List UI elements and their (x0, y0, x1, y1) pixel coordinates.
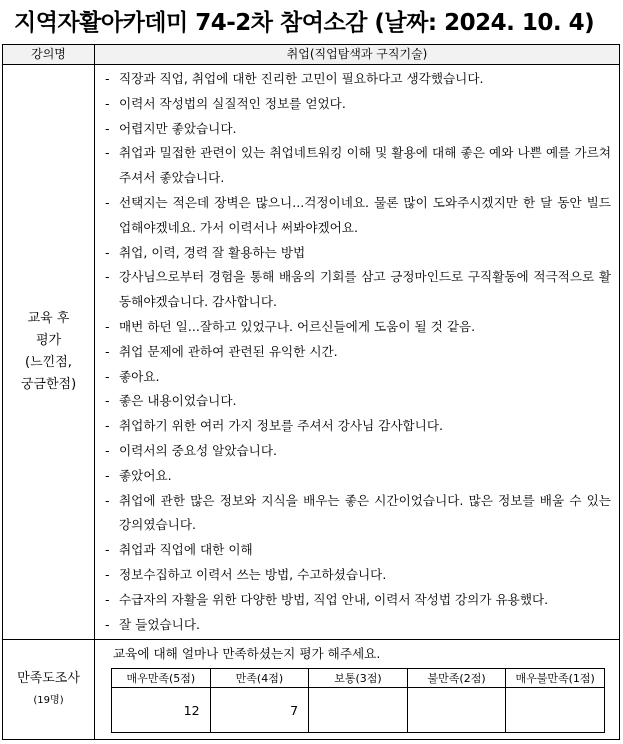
comment-item: - 취업 문제에 관하여 관련된 유익한 시간. (103, 340, 611, 365)
comment-item: - 취업, 이력, 경력 잘 활용하는 방법 (103, 241, 611, 266)
comment-item: - 좋았어요. (103, 464, 611, 489)
ratings-table (111, 668, 605, 733)
comment-item: - 어렵지만 좋았습니다. (103, 117, 611, 142)
ratings-value-row (112, 688, 605, 733)
rating-value (309, 688, 408, 733)
comment-item: - 좋은 내용이었습니다. (103, 389, 611, 414)
evaluation-label (3, 65, 95, 640)
rating-header: 매우불만족(1점) (506, 669, 605, 688)
lecture-title: 취업(직업탐색과 구직기술) (95, 45, 620, 65)
comment-item: - 취업에 관한 많은 정보와 지식을 배우는 좋은 시간이었습니다. 많은 정보를 배울 수 있는 강의였습니다. (103, 489, 611, 539)
page-title: 지역자활아카데미 74-2차 참여소감 (날짜: 2024. 10. 4) (14, 10, 595, 36)
comment-list (95, 65, 619, 639)
survey-question: 교육에 대해 얼마나 만족하셨는지 평가 해주세요. (113, 646, 381, 662)
ratings-header-row (112, 669, 605, 688)
rating-value: 12 (112, 688, 211, 733)
rating-header: 만족(4점) (210, 669, 309, 688)
rating-header: 매우만족(5점) (112, 669, 211, 688)
comments-cell (95, 65, 620, 640)
comment-item: - 잘 들었습니다. (103, 613, 611, 638)
rating-header: 보통(3점) (309, 669, 408, 688)
evaluation-label-line: 궁금한점) (20, 377, 77, 393)
comment-item: - 이력서의 중요성 알았습니다. (103, 439, 611, 464)
comment-item: - 취업과 직업에 대한 이해 (103, 538, 611, 563)
evaluation-label-line: 교육 후 (27, 311, 70, 327)
comment-item: - 취업하기 위한 여러 가지 정보를 주셔서 강사님 감사합니다. (103, 414, 611, 439)
comment-item: - 취업과 밀접한 관련이 있는 취업네트워킹 이해 및 활용에 대해 좋은 예와 나쁜 예를 가르쳐주셔서 좋았습니다. (103, 141, 611, 191)
rating-value: 7 (210, 688, 309, 733)
rating-value (506, 688, 605, 733)
survey-label-cell (3, 640, 95, 740)
survey-cell (95, 640, 620, 740)
comment-item: - 이력서 작성법의 실질적인 정보를 얻었다. (103, 92, 611, 117)
evaluation-table (2, 44, 620, 740)
evaluation-label-line: 평가 (35, 333, 62, 349)
survey-label: 만족도조사 (17, 670, 80, 686)
rating-header: 불만족(2점) (407, 669, 506, 688)
comment-item: - 수급자의 자활을 위한 다양한 방법, 직업 안내, 이력서 작성법 강의가 유용했다. (103, 588, 611, 613)
lecture-label: 강의명 (3, 45, 95, 65)
survey-row (3, 640, 620, 740)
comment-item: - 매번 하던 일...잘하고 있었구나. 어르신들에게 도움이 될 것 같음. (103, 315, 611, 340)
comment-item: - 좋아요. (103, 365, 611, 390)
evaluation-label-line: (느낀점, (25, 355, 72, 371)
rating-value (407, 688, 506, 733)
comment-item: - 강사님으로부터 경험을 통해 배움의 기회를 삼고 긍정마인드로 구직활동에 적극적으로 활동해야겠습니다. 감사합니다. (103, 265, 611, 315)
evaluation-row (3, 65, 620, 640)
comment-item: - 정보수집하고 이력서 쓰는 방법, 수고하셨습니다. (103, 563, 611, 588)
respondent-count: (19명) (33, 694, 64, 706)
comment-item: - 선택지는 적은데 장벽은 많으니...걱정이네요. 물론 많이 도와주시겠지만 한 달 동안 빌드업해야겠네요. 가서 이력서나 써봐야겠어요. (103, 191, 611, 241)
comment-item: - 직장과 직업, 취업에 대한 진리한 고민이 필요하다고 생각했습니다. (103, 67, 611, 92)
header-row (3, 45, 620, 65)
